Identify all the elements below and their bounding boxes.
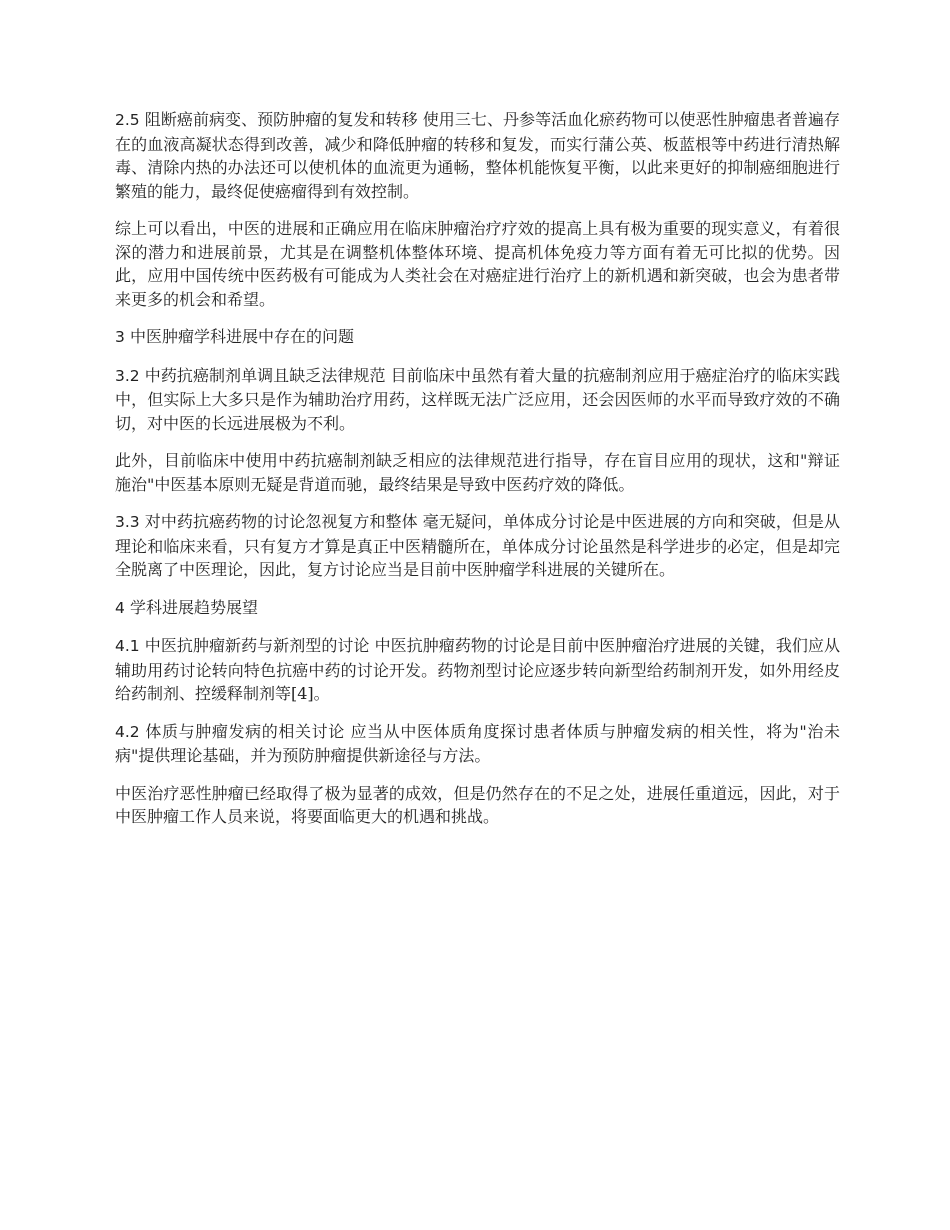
paragraph-2-5 [115, 108, 840, 203]
section-heading-4 [115, 596, 840, 621]
section-number: 4.2 [115, 722, 140, 741]
section-heading-3 [115, 325, 840, 350]
paragraph-summary [115, 217, 840, 311]
paragraph-text: 对中药抗癌药物的讨论忽视复方和整体 毫无疑问，单体成分讨论是中医进展的方向和突破，但是从理论和临床来看，只有复方才算是真正中医精髓所在，单体成分讨论虽然是科学进步的必定，但是却完全脱离了中医理论，因此，复方讨论应当是目前中医肿瘤学科进展的关键所在。 [115, 512, 840, 579]
paragraph-text: 阻断癌前病变、预防肿瘤的复发和转移 使用三七、丹参等活血化瘀药物可以使恶性肿瘤患者普遍存在的血液高凝状态得到改善，减少和降低肿瘤的转移和复发，而实行蒲公英、板蓝根等中药进行清热解毒、清除内热的办法还可以使机体的血流更为通畅，整体机能恢复平衡，以此来更好的抑制癌细胞进行繁殖的能力，最终促使癌瘤得到有效控制。 [115, 110, 840, 201]
section-number: 3 [115, 328, 125, 346]
section-number: 4.1 [115, 637, 140, 655]
section-heading-text: 中医肿瘤学科进展中存在的问题 [124, 327, 354, 346]
paragraph-4-1 [115, 634, 840, 706]
paragraph-text: 此外，目前临床中使用中药抗癌制剂缺乏相应的法律规范进行指导，存在盲目应用的现状，这和"辩证施治"中医基本原则无疑是背道而驰，最终结果是导致中医药疗效的降低。 [115, 451, 840, 494]
paragraph-conclusion [115, 782, 840, 829]
paragraph-text: 综上可以看出，中医的进展和正确应用在临床肿瘤治疗疗效的提高上具有极为重要的现实意义，有着很深的潜力和进展前景，尤其是在调整机体整体环境、提高机体免疫力等方面有着无可比拟的优势。因此，应用中国传统中医药极有可能成为人类社会在对癌症进行治疗上的新机遇和新突破，也会为患者带来更多的机会和希望。 [115, 219, 840, 309]
paragraph-additional [115, 449, 840, 496]
section-number: 2.5 [115, 111, 140, 129]
section-number: 3.2 [115, 366, 140, 385]
paragraph-4-2 [115, 720, 840, 768]
section-number: 3.3 [115, 513, 140, 531]
section-heading-text: 学科进展趋势展望 [124, 597, 258, 617]
paragraph-3-2 [115, 364, 840, 436]
paragraph-text: 体质与肿瘤发病的相关讨论 应当从中医体质角度探讨患者体质与肿瘤发病的相关性，将为"治未病"提供理论基础，并为预防肿瘤提供新途径与方法。 [115, 721, 840, 765]
paragraph-text: 中医治疗恶性肿瘤已经取得了极为显著的成效，但是仍然存在的不足之处，进展任重道远，因此，对于中医肿瘤工作人员来说，将要面临更大的机遇和挑战。 [115, 783, 840, 826]
paragraph-3-3 [115, 510, 840, 582]
paragraph-text: 中医抗肿瘤新药与新剂型的讨论 中医抗肿瘤药物的讨论是目前中医肿瘤治疗进展的关键，我们应从辅助用药讨论转向特色抗癌中药的讨论开发。药物剂型讨论应逐步转向新型给药制剂开发，如外用经皮给药制剂、控缓释制剂等[4]。 [115, 636, 840, 703]
section-number: 4 [115, 598, 125, 617]
paragraph-text: 中药抗癌制剂单调且缺乏法律规范 目前临床中虽然有着大量的抗癌制剂应用于癌症治疗的临床实践中，但实际上大多只是作为辅助治疗用药，这样既无法广泛应用，还会因医师的水平而导致疗效的不确切，对中医的长远进展极为不利。 [115, 365, 840, 433]
